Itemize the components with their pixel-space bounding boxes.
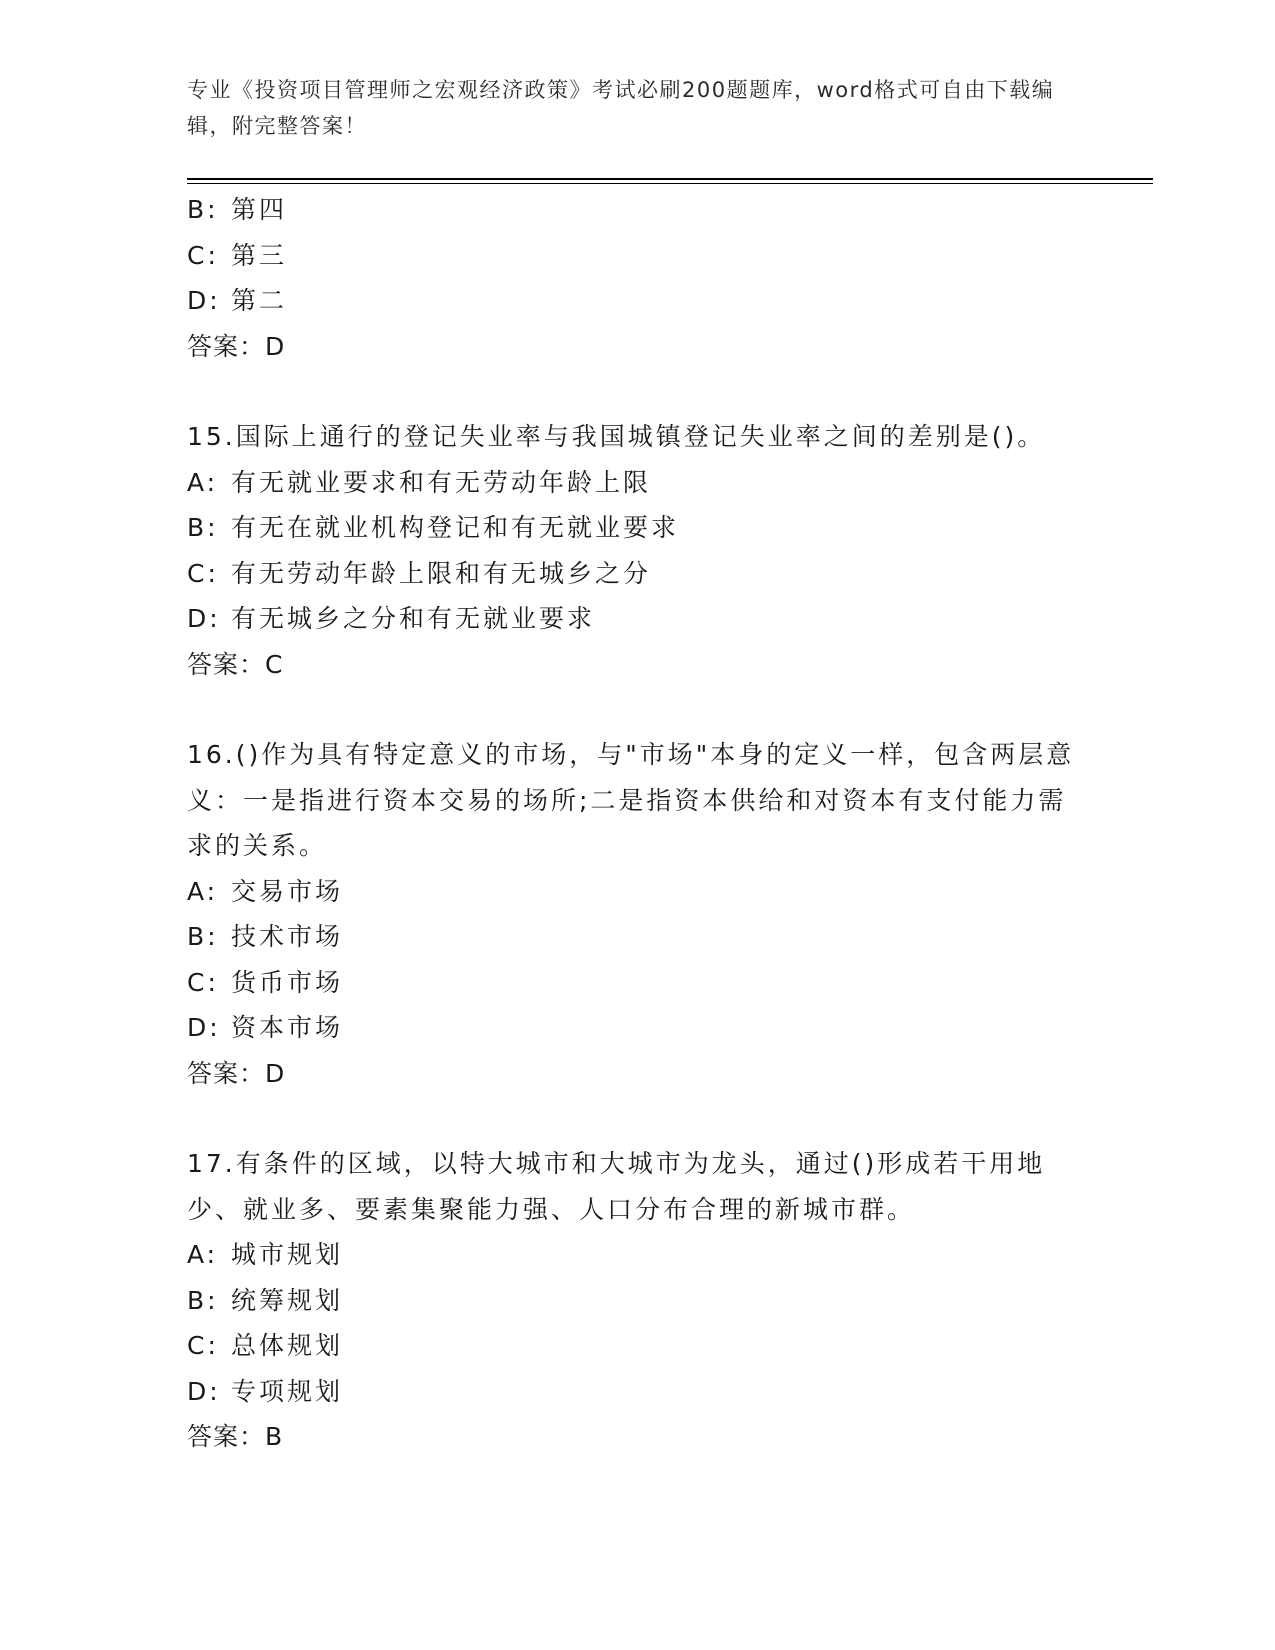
option-row [187,1369,1087,1415]
option-letter: B: [187,195,219,224]
document-body [187,187,1087,1460]
option-row [187,505,1087,551]
option-text: 第四 [231,195,288,224]
option-letter: B: [187,922,219,951]
answer-line: 答案：C [187,649,284,679]
option-letter: D: [187,286,221,315]
option-letter: D: [187,1376,221,1406]
option-letter: B: [187,1285,219,1315]
answer-line: 答案：D [187,1058,286,1088]
option-text: 第三 [231,240,288,270]
option-letter: C: [187,240,219,270]
option-row [187,1232,1087,1278]
header-rule-thin [187,183,1153,184]
option-letter: A: [187,1240,219,1269]
answer-line: 答案：D [187,331,286,361]
option-row [187,551,1087,597]
option-text: 有无就业要求和有无劳动年龄上限 [231,467,652,497]
option-row [187,960,1087,1006]
option-letter: C: [187,1331,219,1360]
option-text: 第二 [231,286,288,315]
option-text: 城市规划 [231,1240,344,1269]
option-letter: C: [187,558,219,588]
question-stem-17: 17.有条件的区域，以特大城市和大城市为龙头，通过()形成若干用地少、就业多、要素集聚能力强、人口分布合理的新城市群。 [187,1149,1046,1224]
option-text: 货币市场 [231,967,344,997]
answer-line: 答案：B [187,1422,284,1451]
option-row [187,233,1087,279]
question-stem-16: 16.()作为具有特定意义的市场，与"市场"本身的定义一样，包含两层意义：一是指进行资本交易的场所;二是指资本供给和对资本有支付能力需求的关系。 [187,740,1075,860]
option-text: 有无劳动年龄上限和有无城乡之分 [231,558,652,588]
option-letter: A: [187,876,219,906]
option-text: 技术市场 [231,922,344,951]
option-text: 有无在就业机构登记和有无就业要求 [231,513,680,542]
option-text: 资本市场 [231,1013,344,1042]
question-stem-15: 15.国际上通行的登记失业率与我国城镇登记失业率之间的差别是()。 [187,422,1046,451]
option-text: 总体规划 [231,1331,344,1360]
option-row [187,278,1087,324]
option-row [187,1278,1087,1324]
option-letter: A: [187,467,219,497]
header-title: 专业《投资项目管理师之宏观经济政策》考试必刷200题题库，word格式可自由下载编辑，附完整答案！ [187,78,1055,138]
option-row [187,869,1087,915]
header-rule-thick [187,178,1153,180]
option-row [187,914,1087,960]
option-text: 有无城乡之分和有无就业要求 [231,604,596,633]
option-text: 专项规划 [231,1376,344,1406]
option-letter: D: [187,604,221,633]
option-letter: C: [187,967,219,997]
option-row [187,1323,1087,1369]
option-row [187,1005,1087,1051]
option-letter: D: [187,1013,221,1042]
option-letter: B: [187,513,219,542]
option-row [187,596,1087,642]
option-text: 统筹规划 [231,1285,344,1315]
option-row [187,460,1087,506]
document-header [187,72,1067,144]
option-row [187,187,1087,233]
option-text: 交易市场 [231,876,344,906]
